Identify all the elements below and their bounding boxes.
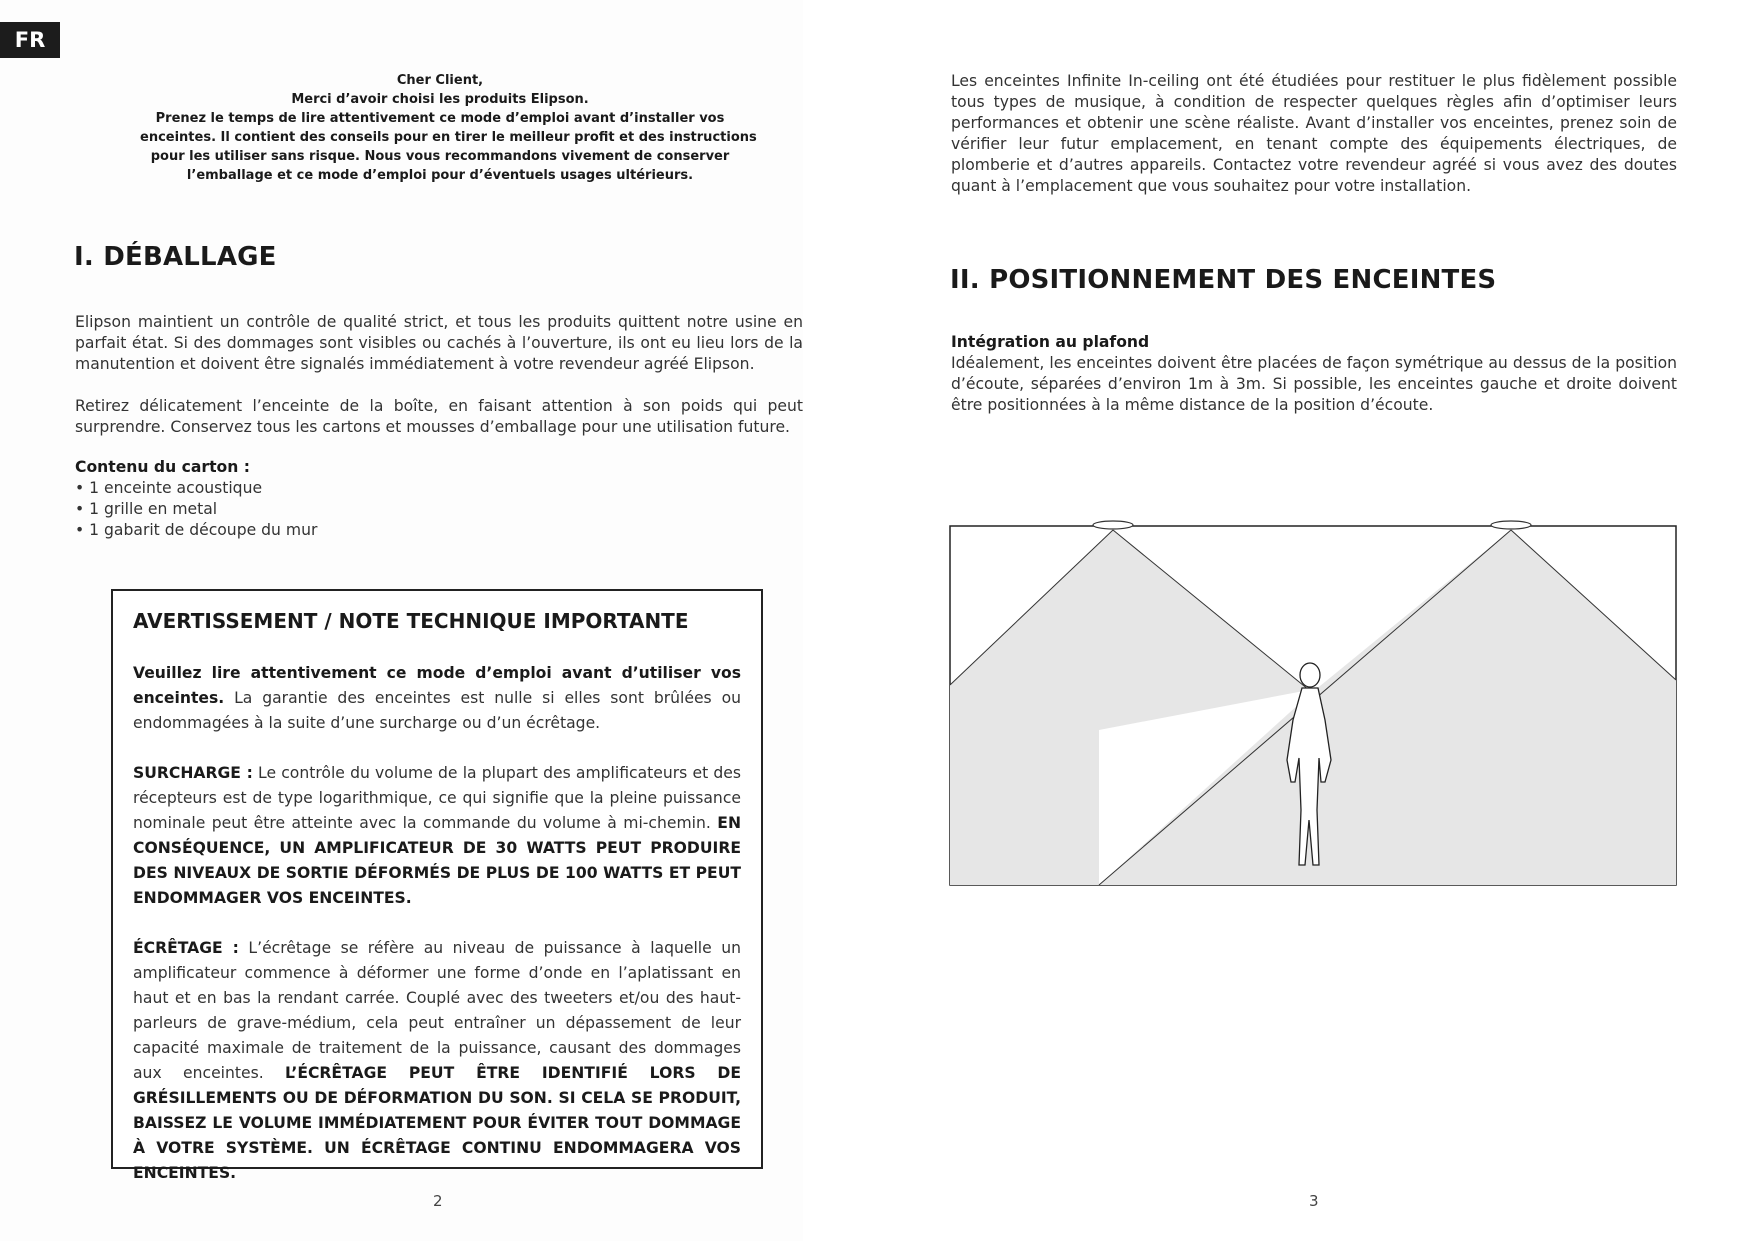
language-tab: FR [0,22,60,58]
intro-line: Prenez le temps de lire attentivement ce mode d’emploi avant d’installer vos [155,111,725,126]
box-contents-list [75,478,317,541]
warning-title: AVERTISSEMENT / NOTE TECHNIQUE IMPORTANTE [133,609,689,633]
unpacking-paragraph-1: Elipson maintient un contrôle de qualité strict, et tous les produits quittent notre usine en parfait état. Si des dommages sont visibles ou cachés à l’ouverture, ils ont eu lieu lors de la manutention et doivent être signalés immédiatement à votre revendeur agréé Elipson. [75,313,803,373]
surcharge-text: Le contrôle du volume de la plupart des amplificateurs et des récepteurs est de type logarithmique, ce qui signifie que la pleine puissance nominale peut être atteinte avec la commande du volume à mi-chemin. [133,764,741,832]
ecretage-label: ÉCRÊTAGE : [133,939,239,957]
right-intro-paragraph: Les enceintes Infinite In-ceiling ont été étudiées pour restituer le plus fidèlement possible tous types de musique, à condition de respecter quelques règles afin d’optimiser leurs performances et obtenir une scène réaliste. Avant d’installer vos enceintes, prenez soin de vérifier leur futur emplacement, en tenant compte des équipements électriques, de plomberie et d’autres appareils. Contactez votre revendeur agréé si vous avez des doutes quant à l’emplacement que vous souhaitez pour votre installation. [951,72,1677,195]
warning-box [111,589,763,1182]
box-contents-title: Contenu du carton : [75,458,251,476]
page-number-right: 3 [1309,1192,1319,1210]
right-ceiling-speaker-icon [1491,521,1531,529]
left-ceiling-speaker-icon [1093,521,1133,529]
section-1-title: I. DÉBALLAGE [74,242,277,272]
list-item: • 1 enceinte acoustique [75,478,317,499]
page-number-left: 2 [433,1192,443,1210]
ecretage-paragraph [133,936,741,1186]
intro-message [140,71,757,185]
warning-lead-text: La garantie des enceintes est nulle si elles sont brûlées ou endommagées à la suite d’une surcharge ou d’un écrêtage. [133,689,741,732]
intro-line: Merci d’avoir choisi les produits Elipson. [291,92,589,107]
ecretage-text: L’écrêtage se réfère au niveau de puissance à laquelle un amplificateur commence à déformer une forme d’onde en l’aplatissant en haut et en bas la rendant carrée. Couplé avec des tweeters et/ou des haut-parleurs de grave-médium, cela peut entraîner un dépassement de leur capacité maximale de traitement de la puissance, causant des dommages aux enceintes. [133,939,741,1082]
ceiling-integration-paragraph: Idéalement, les enceintes doivent être placées de façon symétrique au dessus de la position d’écoute, séparées d’environ 1m à 3m. Si possible, les enceintes gauche et droite doivent être positionnées à la même distance de la position d’écoute. [951,354,1677,414]
section-2-title: II. POSITIONNEMENT DES ENCEINTES [950,265,1497,295]
speaker-placement-diagram [949,520,1677,890]
ceiling-integration-subhead: Intégration au plafond [951,333,1150,351]
warning-lead [133,661,741,736]
list-item: • 1 grille en metal [75,499,317,520]
intro-line: l’emballage et ce mode d’emploi pour d’éventuels usages ultérieurs. [186,168,694,183]
ecretage-warning: L’ÉCRÊTAGE PEUT ÊTRE IDENTIFIÉ LORS DE GRÉSILLEMENTS OU DE DÉFORMATION DU SON. SI CELA SE PRODUIT, BAISSEZ LE VOLUME IMMÉDIATEMENT POUR ÉVITER TOUT DOMMAGE À VOTRE SYSTÈME. UN ÉCRÊTAGE CONTINU ENDOMMAGERA VOS ENCEINTES. [133,1064,741,1182]
list-item: • 1 gabarit de découpe du mur [75,520,317,541]
intro-line: pour les utiliser sans risque. Nous vous recommandons vivement de conserver [150,149,730,164]
unpacking-paragraph-2: Retirez délicatement l’enceinte de la boîte, en faisant attention à son poids qui peut surprendre. Conservez tous les cartons et mousses d’emballage pour une utilisation future. [75,397,803,436]
intro-line: enceintes. Il contient des conseils pour en tirer le meilleur profit et des instructions [140,130,757,145]
surcharge-label: SURCHARGE : [133,764,253,782]
surcharge-warning: EN CONSÉQUENCE, UN AMPLIFICATEUR DE 30 WATTS PEUT PRODUIRE DES NIVEAUX DE SORTIE DÉFORMÉS DE PLUS DE 100 WATTS ET PEUT ENDOMMAGER VOS ENCEINTES. [133,814,741,907]
warning-lead-bold: Veuillez lire attentivement ce mode d’emploi avant d’utiliser vos enceintes. [133,664,741,707]
intro-line: Cher Client, [396,73,484,88]
surcharge-paragraph [133,761,741,911]
